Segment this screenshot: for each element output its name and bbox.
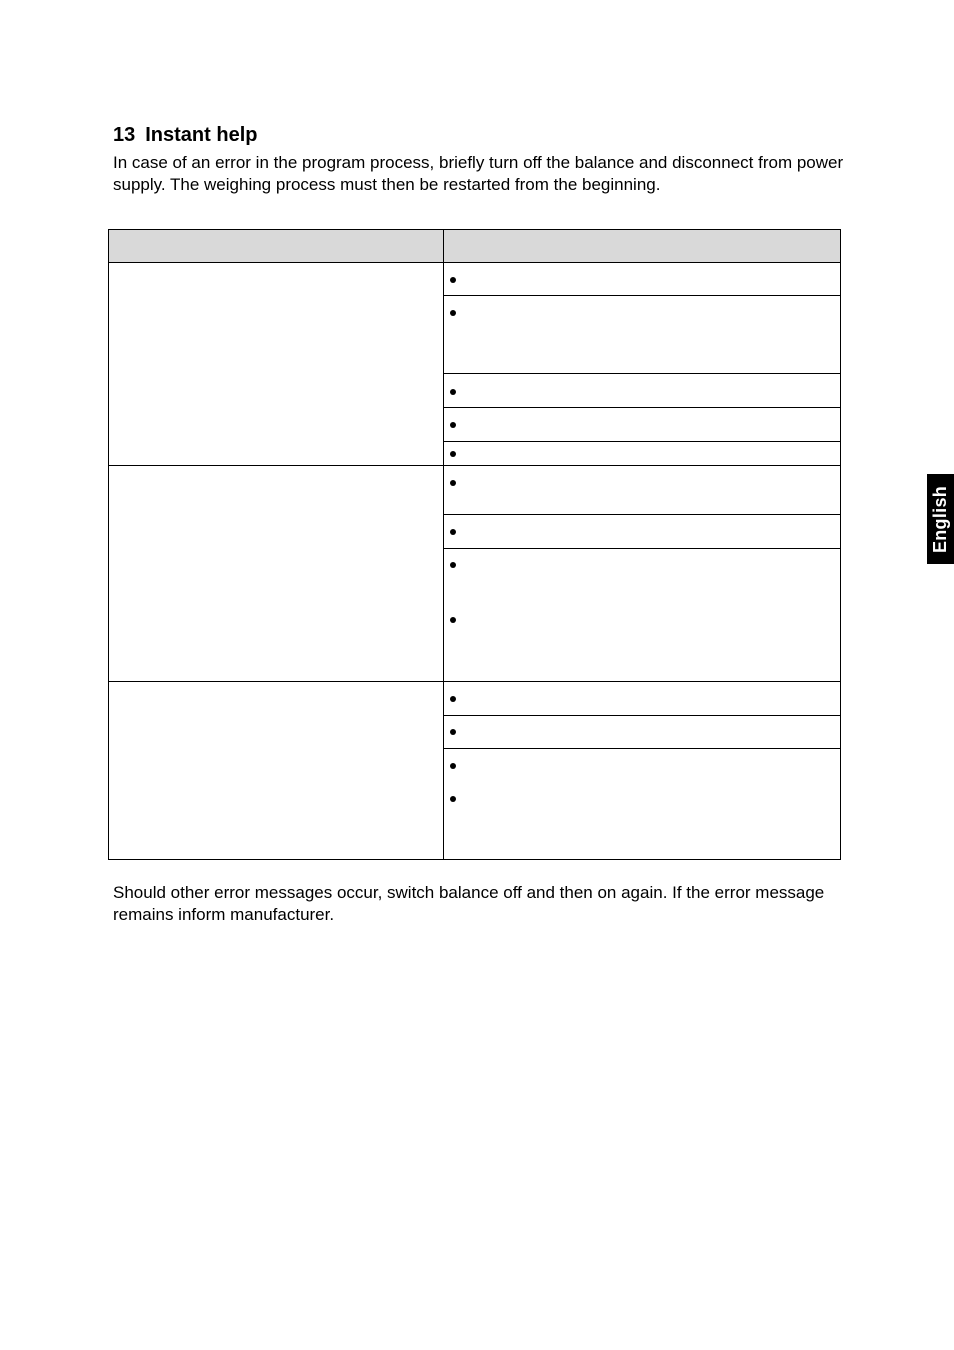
bullet-marker [450,480,456,486]
bullet-marker [450,696,456,702]
bullet-marker [450,763,456,769]
bullet-marker [450,310,456,316]
table-header-row [109,230,840,262]
intro-paragraph: In case of an error in the program process, briefly turn off the balance and disconnect from power supply. The weighing process must then be restarted from the beginning. [113,153,844,194]
column-divider [443,229,444,860]
table-border-top [108,229,841,230]
cause-divider [443,514,841,515]
bullet-marker [450,422,456,428]
cause-divider [443,373,841,374]
cause-divider [443,748,841,749]
row-divider [108,681,841,682]
fault-table [108,229,841,860]
table-border-bottom [108,859,841,860]
bullet-marker [450,562,456,568]
language-tab-label: English [930,485,951,553]
bullet-marker [450,451,456,457]
cause-divider [443,407,841,408]
section-number: 13 [113,124,136,146]
bullet-marker [450,729,456,735]
bullet-marker [450,277,456,283]
bullet-marker [450,617,456,623]
bullet-marker [450,529,456,535]
closing-paragraph: Should other error messages occur, switch balance off and then on again. If the error message remains inform manufacturer. [113,883,825,924]
cause-divider [443,441,841,442]
bullet-marker [450,796,456,802]
table-border-right [840,229,841,860]
cause-divider [443,548,841,549]
table-border-left [108,229,109,860]
bullet-marker [450,389,456,395]
language-tab [927,474,954,564]
header-divider [108,262,841,263]
row-divider [108,465,841,466]
section-title: Instant help [145,124,258,146]
cause-divider [443,715,841,716]
section-heading [113,122,257,148]
cause-divider [443,295,841,296]
